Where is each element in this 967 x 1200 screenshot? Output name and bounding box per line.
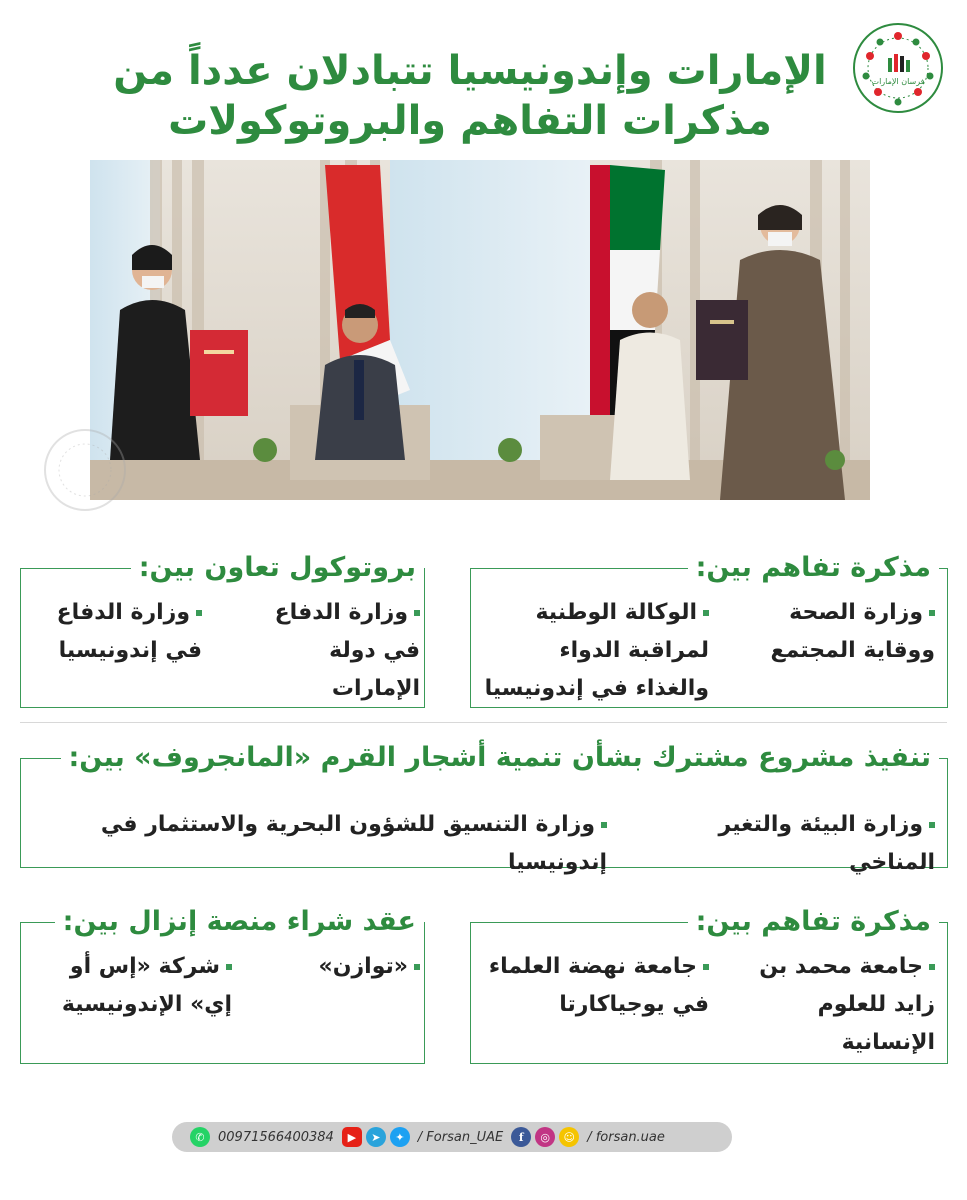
instagram-icon[interactable]: ◎ bbox=[535, 1127, 555, 1147]
contract-box-title: عقد شراء منصة إنزال بين: bbox=[55, 904, 424, 940]
youtube-icon[interactable]: ▶ bbox=[342, 1127, 362, 1147]
mou-1-item-1: وزارة الصحة ووقاية المجتمع bbox=[770, 600, 935, 663]
protocol-item-2: وزارة الدفاع في إندونيسيا bbox=[56, 600, 202, 663]
social-handle-2: / forsan.uae bbox=[587, 1129, 665, 1145]
section-divider bbox=[20, 722, 947, 723]
protocol-item-1: وزارة الدفاع في دولة الإمارات bbox=[274, 600, 420, 701]
snapchat-icon[interactable]: ☺ bbox=[559, 1127, 579, 1147]
contract-item-1: «توازن» bbox=[300, 948, 420, 986]
mangrove-item-1: وزارة البيئة والتغير المناخي bbox=[718, 812, 935, 875]
bullet-icon bbox=[414, 610, 420, 616]
contract-item-2: شركة «إس أو إي» الإندونيسية bbox=[61, 954, 232, 1017]
mou-1-item-2: الوكالة الوطنية لمراقبة الدواء والغذاء في إندونيسيا bbox=[484, 600, 709, 701]
mou-box-1-title: مذكرة تفاهم بين: bbox=[688, 550, 939, 586]
social-handle-1: / Forsan_UAE bbox=[417, 1129, 504, 1145]
phone-number: 00971566400384 bbox=[218, 1129, 334, 1145]
bullet-icon bbox=[196, 610, 202, 616]
mou-2-item-1: جامعة محمد بن زايد للعلوم الإنسانية bbox=[759, 954, 935, 1055]
bullet-icon bbox=[929, 964, 935, 970]
page-title-line-1: الإمارات وإندونيسيا تتبادلان عدداً من bbox=[113, 48, 827, 94]
signing-ceremony-photo bbox=[90, 160, 870, 500]
bullet-icon bbox=[414, 964, 420, 970]
bullet-icon bbox=[929, 610, 935, 616]
bullet-icon bbox=[601, 822, 607, 828]
bullet-icon bbox=[703, 964, 709, 970]
forsan-logo bbox=[852, 22, 944, 114]
social-footer-bar bbox=[172, 1122, 732, 1152]
mangrove-box-title: تنفيذ مشروع مشترك بشأن تنمية أشجار القرم «المانجروف» بين: bbox=[61, 740, 940, 776]
facebook-icon[interactable]: f bbox=[511, 1127, 531, 1147]
svg-text:فرسان الإمارات: فرسان الإمارات bbox=[871, 77, 925, 86]
watermark-logo-icon bbox=[40, 425, 130, 515]
protocol-box-title: بروتوكول تعاون بين: bbox=[131, 550, 424, 586]
telegram-icon[interactable]: ➤ bbox=[366, 1127, 386, 1147]
page-title-line-2: مذكرات التفاهم والبروتوكولات bbox=[168, 98, 772, 144]
mou-box-2-title: مذكرة تفاهم بين: bbox=[688, 904, 939, 940]
bullet-icon bbox=[226, 964, 232, 970]
bullet-icon bbox=[703, 610, 709, 616]
whatsapp-icon[interactable]: ✆ bbox=[190, 1127, 210, 1147]
mangrove-item-2: وزارة التنسيق للشؤون البحرية والاستثمار في إندونيسيا bbox=[100, 812, 607, 875]
mou-2-item-2: جامعة نهضة العلماء في يوجياكارتا bbox=[488, 954, 709, 1017]
bullet-icon bbox=[929, 822, 935, 828]
twitter-icon[interactable]: ✦ bbox=[390, 1127, 410, 1147]
